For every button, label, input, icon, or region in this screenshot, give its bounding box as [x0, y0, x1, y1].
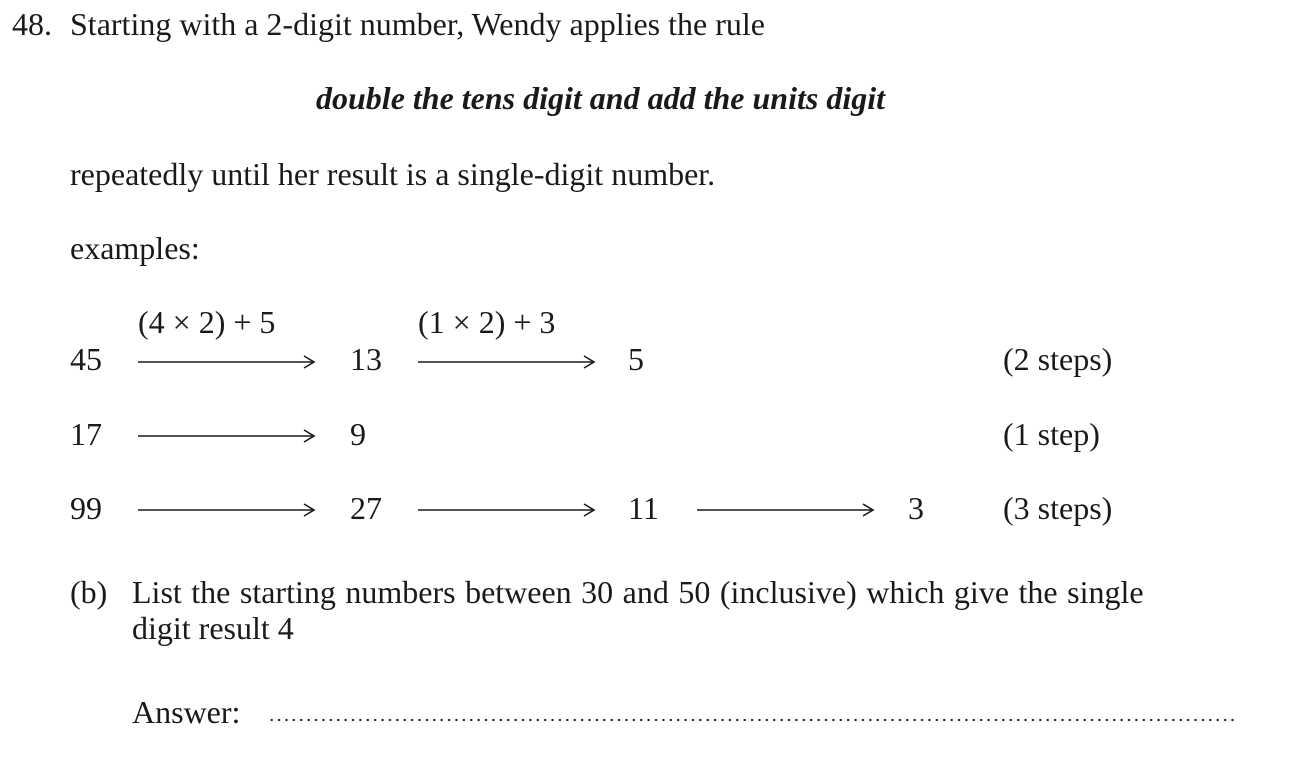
part-b-line2: digit result 4 [132, 610, 294, 646]
example-start: 99 [70, 490, 102, 526]
question-number: 48. [12, 6, 52, 42]
part-b-label: (b) [70, 574, 108, 610]
step-result: 13 [350, 341, 382, 377]
step-label: (1 × 2) + 3 [418, 304, 556, 340]
answer-dotted-line [268, 716, 1234, 724]
right-arrow-icon [418, 500, 596, 520]
step-count: (3 steps) [1003, 490, 1113, 526]
rule-text: double the tens digit and add the units digit [316, 80, 885, 116]
step-result: 9 [350, 416, 366, 452]
step-result: 5 [628, 341, 644, 377]
right-arrow-icon [697, 500, 875, 520]
examples-label: examples: [70, 230, 200, 266]
part-b-line1: List the starting numbers between 30 and 50 (inclusive) which give the single [132, 574, 1144, 610]
step-result: 3 [908, 490, 924, 526]
step-count: (1 step) [1003, 416, 1100, 452]
example-start: 17 [70, 416, 102, 452]
example-start: 45 [70, 341, 102, 377]
answer-label: Answer: [132, 694, 241, 730]
right-arrow-icon [138, 500, 316, 520]
step-label: (4 × 2) + 5 [138, 304, 276, 340]
step-result: 27 [350, 490, 382, 526]
question-intro: Starting with a 2-digit number, Wendy applies the rule [70, 6, 765, 42]
step-count: (2 steps) [1003, 341, 1113, 377]
question-continuation: repeatedly until her result is a single-digit number. [70, 156, 716, 192]
right-arrow-icon [138, 352, 316, 372]
right-arrow-icon [138, 426, 316, 446]
step-result: 11 [628, 490, 659, 526]
right-arrow-icon [418, 352, 596, 372]
